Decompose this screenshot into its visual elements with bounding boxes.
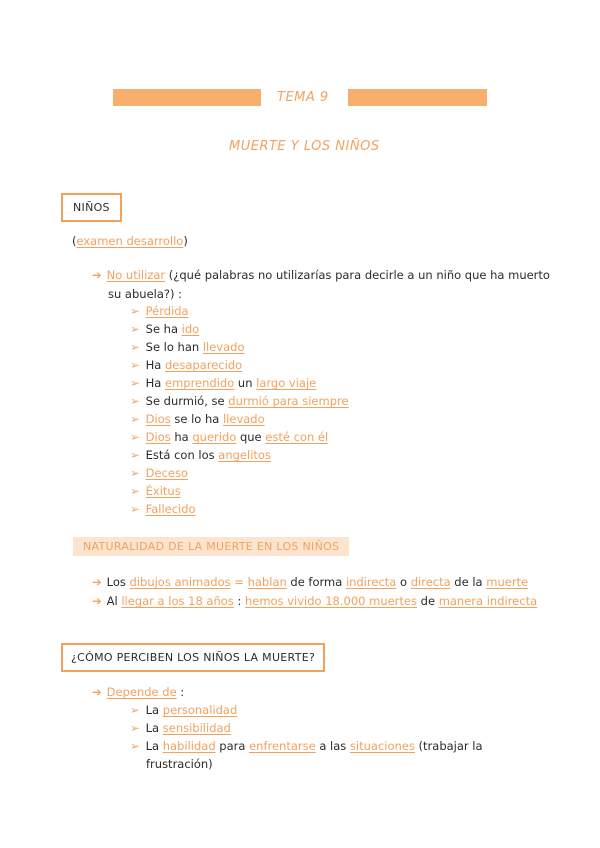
arrow-right-icon: ➔ <box>92 685 102 699</box>
item-link: Dios <box>145 430 171 444</box>
list-item <box>130 702 237 718</box>
line-link: hablan <box>247 575 287 589</box>
chevron-right-icon: ➢ <box>130 322 140 336</box>
arrow-right-icon: ➔ <box>92 268 102 282</box>
topic-title: TEMA 9 <box>277 90 329 105</box>
line-link: llegar a los 18 años <box>121 594 234 608</box>
list-item <box>130 339 245 355</box>
item-link: Dios <box>145 412 171 426</box>
item-text: Se ha <box>145 322 182 336</box>
intro-text: (¿qué palabras no utilizarías para decirle a un niño que ha muerto <box>165 268 550 282</box>
list-item <box>130 375 316 391</box>
arrow-right-icon: ➔ <box>92 594 102 608</box>
item-link: Pérdida <box>145 304 189 318</box>
chevron-right-icon: ➢ <box>130 721 140 735</box>
note-link: examen desarrollo <box>76 234 184 248</box>
item-link: situaciones <box>349 739 415 753</box>
item-link: sensibilidad <box>162 721 231 735</box>
item-link: llevado <box>202 340 245 354</box>
line-text: de <box>417 594 439 608</box>
item-text: un <box>234 376 257 390</box>
item-link: habilidad <box>162 739 216 753</box>
item-link: llevado <box>222 412 265 426</box>
line-text: : <box>176 685 185 699</box>
line-text: o <box>396 575 411 589</box>
item-text: Se lo han <box>145 340 203 354</box>
line-text: Al <box>106 594 122 608</box>
line-text: de la <box>450 575 487 589</box>
item-link: esté con él <box>265 430 329 444</box>
item-link: Deceso <box>145 466 188 480</box>
item-link: Éxitus <box>145 484 181 498</box>
equals-sign: = <box>230 575 248 589</box>
line-text: Los <box>106 575 130 589</box>
line-link: Depende de <box>106 685 177 699</box>
item-text: para <box>215 739 250 753</box>
chevron-right-icon: ➢ <box>130 394 140 408</box>
exam-note <box>72 233 188 249</box>
chevron-right-icon: ➢ <box>130 739 140 753</box>
list-item-continuation: frustración) <box>146 757 213 771</box>
line-link: dibujos animados <box>129 575 231 589</box>
header-bar-left <box>113 89 261 106</box>
intro-line-2: su abuela?) : <box>108 287 183 301</box>
page-title: MUERTE Y LOS NIÑOS <box>229 139 380 154</box>
item-link: Fallecido <box>145 502 196 516</box>
note-open: ( <box>72 234 77 248</box>
item-link: querido <box>192 430 237 444</box>
chevron-right-icon: ➢ <box>130 358 140 372</box>
item-text: Ha <box>145 358 165 372</box>
item-text: ha <box>170 430 193 444</box>
item-text: se lo ha <box>170 412 223 426</box>
item-link: durmió para siempre <box>228 394 349 408</box>
chevron-right-icon: ➢ <box>130 703 140 717</box>
intro-link: No utilizar <box>106 268 166 282</box>
list-item <box>130 447 271 463</box>
line-text: de forma <box>286 575 346 589</box>
chevron-right-icon: ➢ <box>130 484 140 498</box>
header-bar-right <box>348 89 487 106</box>
section-heading-ninos: NIÑOS <box>61 193 122 222</box>
section-heading-como-perciben: ¿CÓMO PERCIBEN LOS NIÑOS LA MUERTE? <box>61 643 325 672</box>
item-link: emprendido <box>165 376 235 390</box>
line-text: : <box>233 594 245 608</box>
item-text: (trabajar la <box>414 739 483 753</box>
item-link: enfrentarse <box>249 739 316 753</box>
line-link: directa <box>410 575 451 589</box>
arrow-right-icon: ➔ <box>92 575 102 589</box>
item-text: Se durmió, se <box>145 394 229 408</box>
list-item <box>130 429 328 445</box>
list-item <box>130 483 181 499</box>
list-item <box>130 465 188 481</box>
line-link: hemos vivido 18.000 muertes <box>244 594 417 608</box>
chevron-right-icon: ➢ <box>130 412 140 426</box>
chevron-right-icon: ➢ <box>130 376 140 390</box>
list-item <box>130 411 265 427</box>
item-link: ido <box>181 322 200 336</box>
line-link: indirecta <box>345 575 397 589</box>
intro-line <box>92 267 550 283</box>
list-item <box>130 357 242 373</box>
item-text: Ha <box>145 376 165 390</box>
chevron-right-icon: ➢ <box>130 502 140 516</box>
chevron-right-icon: ➢ <box>130 466 140 480</box>
list-item <box>130 738 483 754</box>
chevron-right-icon: ➢ <box>130 448 140 462</box>
list-item <box>130 303 189 319</box>
line-link: manera indirecta <box>438 594 538 608</box>
item-link: personalidad <box>162 703 238 717</box>
item-text: a las <box>315 739 350 753</box>
item-link: desaparecido <box>165 358 243 372</box>
depende-line <box>92 684 184 700</box>
naturalidad-line-1 <box>92 574 528 590</box>
list-item <box>130 720 231 736</box>
list-item <box>130 501 196 517</box>
chevron-right-icon: ➢ <box>130 304 140 318</box>
item-text: que <box>236 430 266 444</box>
line-link: muerte <box>486 575 529 589</box>
section-heading-naturalidad: NATURALIDAD DE LA MUERTE EN LOS NIÑOS <box>73 537 349 556</box>
list-item <box>130 393 349 409</box>
note-close: ) <box>183 234 188 248</box>
naturalidad-line-2 <box>92 593 537 609</box>
item-link: angelitos <box>218 448 271 462</box>
list-item <box>130 321 199 337</box>
item-text: La <box>145 739 163 753</box>
item-text: La <box>145 721 163 735</box>
chevron-right-icon: ➢ <box>130 340 140 354</box>
item-link: largo viaje <box>256 376 317 390</box>
item-text: La <box>145 703 163 717</box>
item-text: Está con los <box>145 448 219 462</box>
chevron-right-icon: ➢ <box>130 430 140 444</box>
